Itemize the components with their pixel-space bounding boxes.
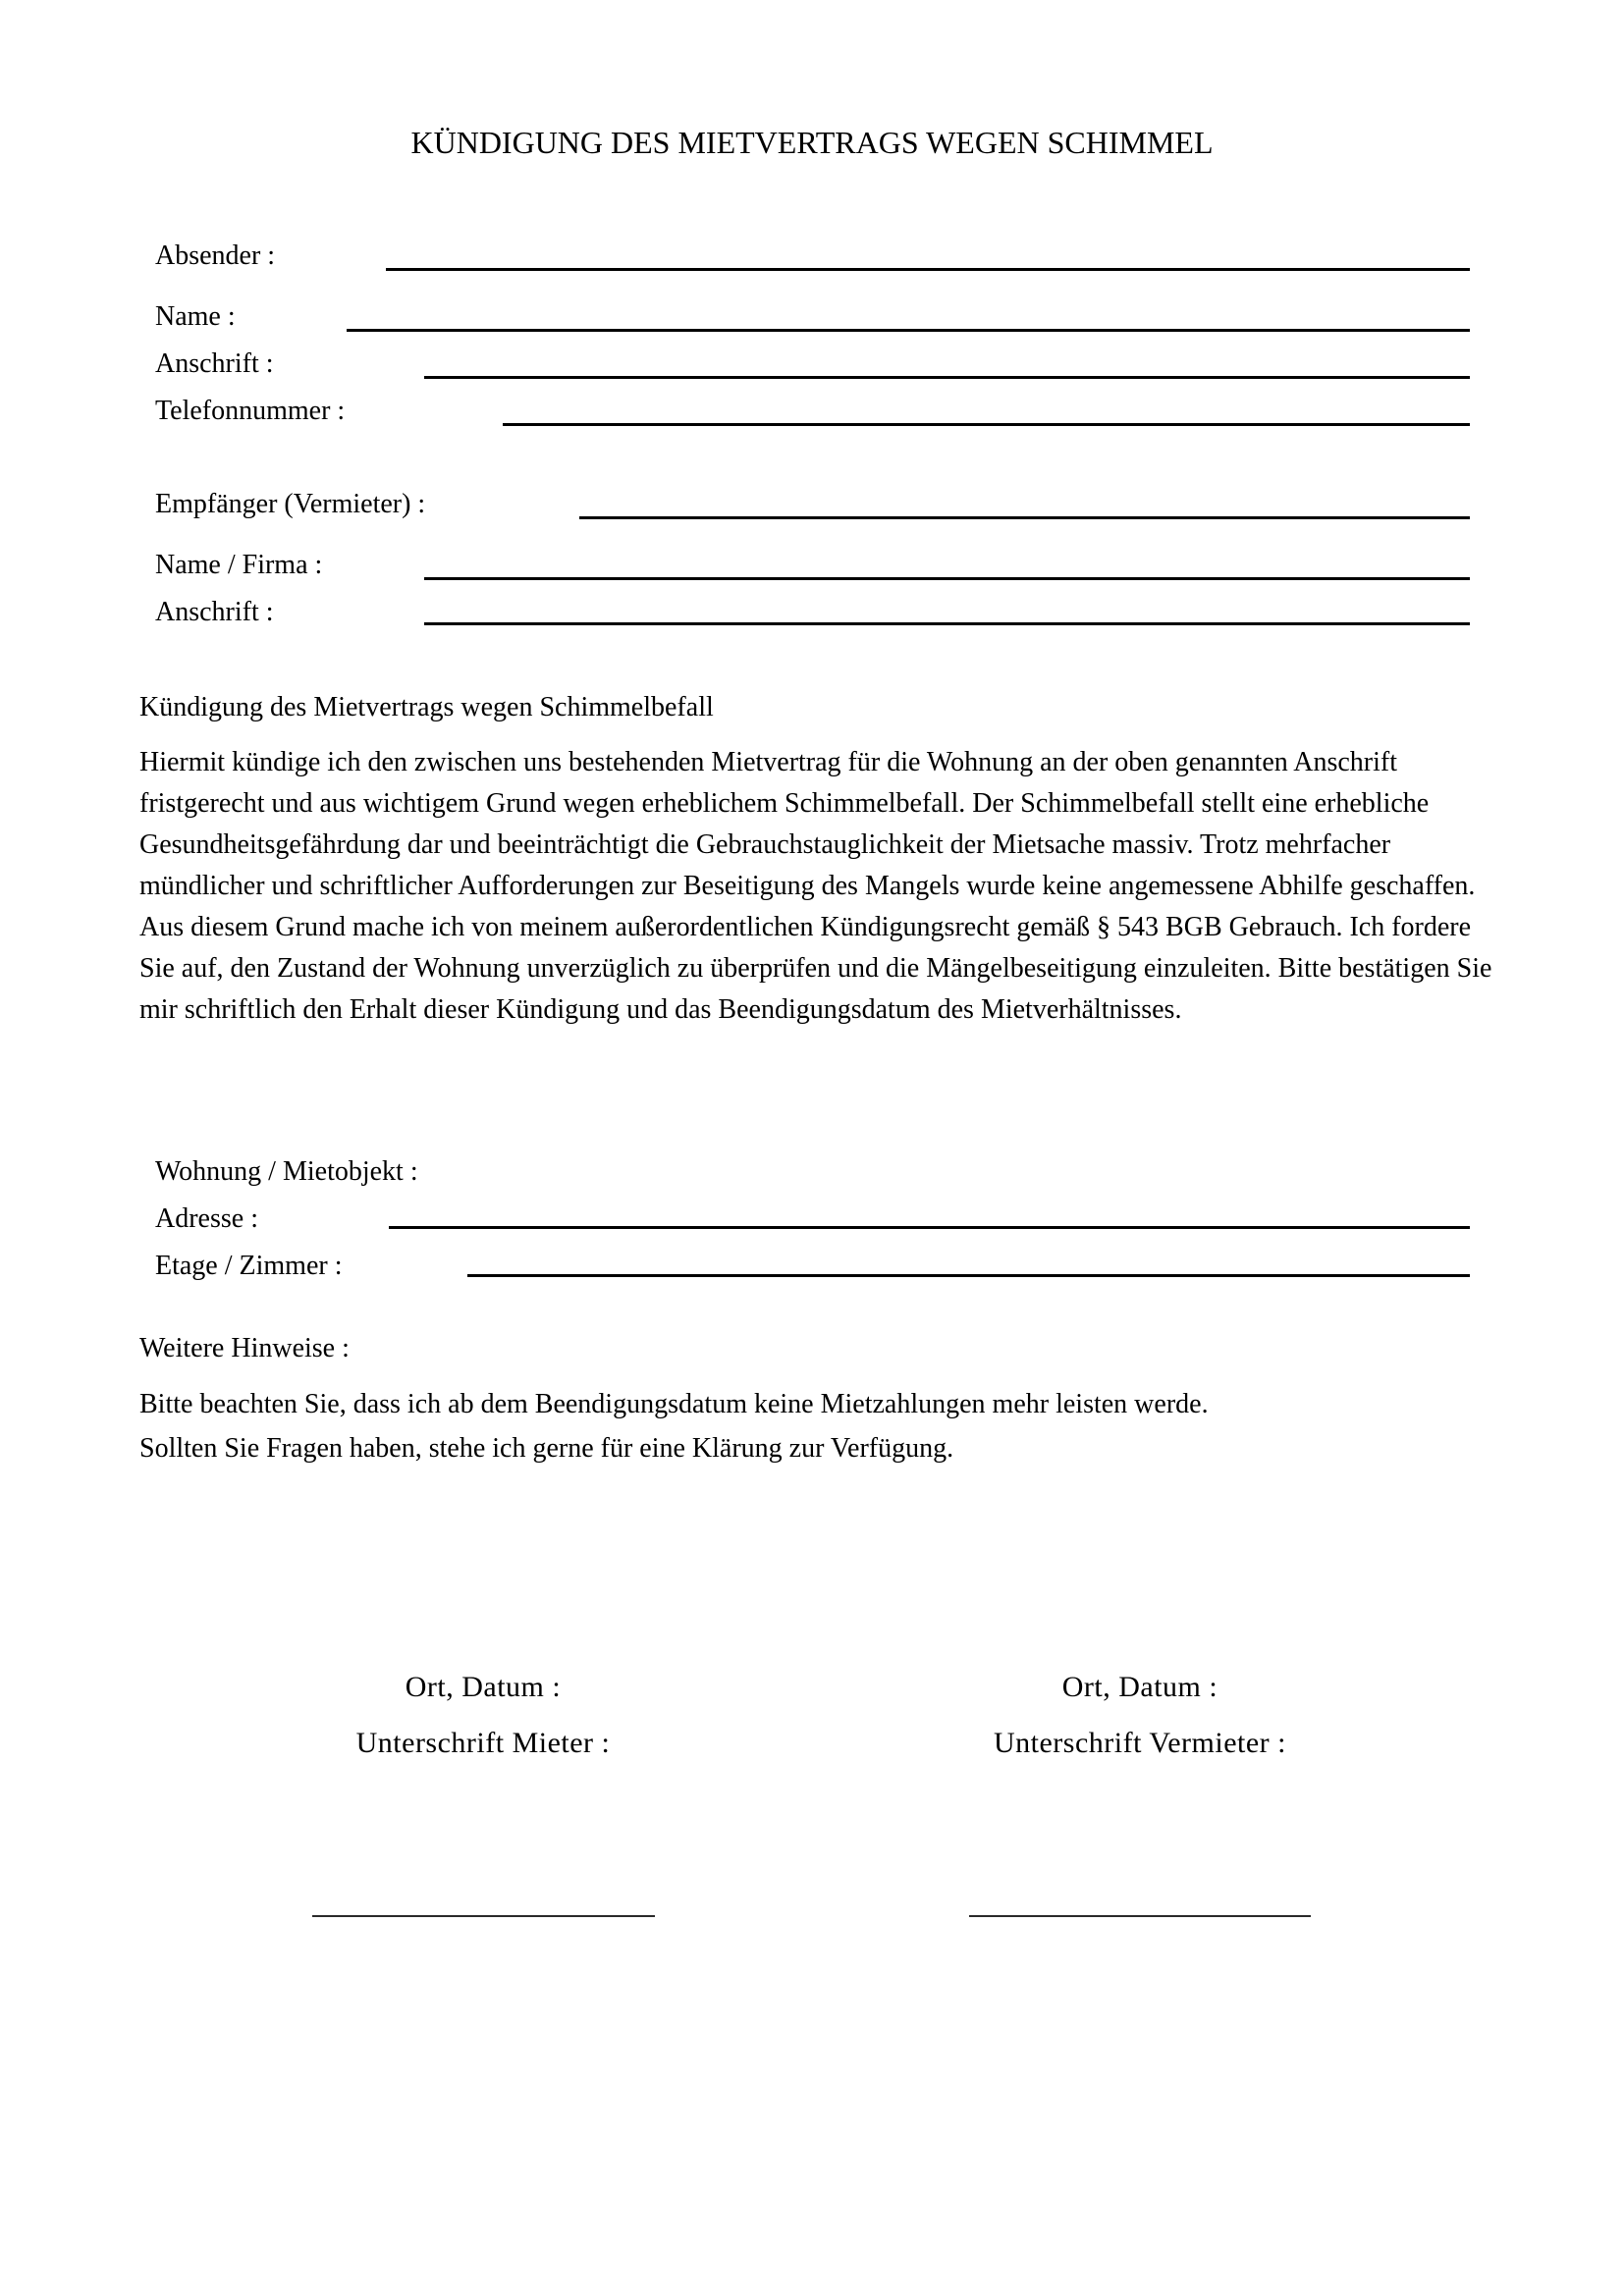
sender-anschrift-field-line[interactable] — [424, 376, 1470, 379]
etage-zimmer-label: Etage / Zimmer : — [155, 1251, 343, 1281]
sender-name-field-line[interactable] — [347, 329, 1470, 332]
ort-datum-label-tenant: Ort, Datum : — [405, 1671, 562, 1703]
unterschrift-mieter-label: Unterschrift Mieter : — [355, 1727, 611, 1759]
telefonnummer-field-line[interactable] — [503, 423, 1470, 426]
recipient-anschrift-label: Anschrift : — [155, 597, 274, 627]
name-firma-field-line[interactable] — [424, 577, 1470, 580]
landlord-signature-line[interactable] — [969, 1915, 1311, 1917]
wohnung-mietobjekt-label: Wohnung / Mietobjekt : — [155, 1156, 418, 1187]
body-paragraph: Hiermit kündige ich den zwischen uns bestehenden Mietvertrag für die Wohnung an der oben genannten Anschrift fristgerecht und aus wichtigem Grund wegen erheblichem Schimmelbefall. Der Schimmelbefall stellt eine erhebliche Gesundheitsgefährdung dar und beeinträchtigt die Gebrauchstauglichkeit der Mietsache massiv. Trotz mehrfacher mündlicher und schriftlicher Aufforderungen zur Beseitigung des Mangels wurde keine angemessene Abhilfe geschaffen. Aus diesem Grund mache ich von meinem außerordentlichen Kündigungsrecht gemäß § 543 BGB Gebrauch. Ich fordere Sie auf, den Zustand der Wohnung unverzüglich zu überprüfen und die Mängelbeseitigung einzuleiten. Bitte bestätigen Sie mir schriftlich den Erhalt dieser Kündigung und das Beendigungsdatum des Mietverhältnisses. — [139, 747, 1492, 1025]
etage-zimmer-field-line[interactable] — [467, 1274, 1470, 1277]
tenant-signature-line[interactable] — [312, 1915, 655, 1917]
subject-line: Kündigung des Mietvertrags wegen Schimmelbefall — [139, 692, 714, 722]
note-line-2: Sollten Sie Fragen haben, stehe ich gerne für eine Klärung zur Verfügung. — [139, 1433, 954, 1464]
name-firma-label: Name / Firma : — [155, 550, 323, 580]
document-title: KÜNDIGUNG DES MIETVERTRAGS WEGEN SCHIMMEL — [410, 125, 1214, 160]
empfaenger-field-line[interactable] — [579, 516, 1470, 519]
adresse-label: Adresse : — [155, 1203, 258, 1234]
absender-label: Absender : — [155, 240, 276, 271]
adresse-field-line[interactable] — [389, 1226, 1470, 1229]
sender-name-label: Name : — [155, 301, 236, 332]
sender-anschrift-label: Anschrift : — [155, 348, 274, 379]
note-line-1: Bitte beachten Sie, dass ich ab dem Beendigungsdatum keine Mietzahlungen mehr leisten werde. — [139, 1389, 1209, 1419]
unterschrift-vermieter-label: Unterschrift Vermieter : — [993, 1727, 1286, 1759]
empfaenger-label: Empfänger (Vermieter) : — [155, 489, 426, 519]
absender-field-line[interactable] — [386, 268, 1470, 271]
ort-datum-label-landlord: Ort, Datum : — [1061, 1671, 1218, 1703]
weitere-hinweise-label: Weitere Hinweise : — [139, 1333, 350, 1363]
recipient-anschrift-field-line[interactable] — [424, 622, 1470, 625]
telefonnummer-label: Telefonnummer : — [155, 396, 346, 426]
